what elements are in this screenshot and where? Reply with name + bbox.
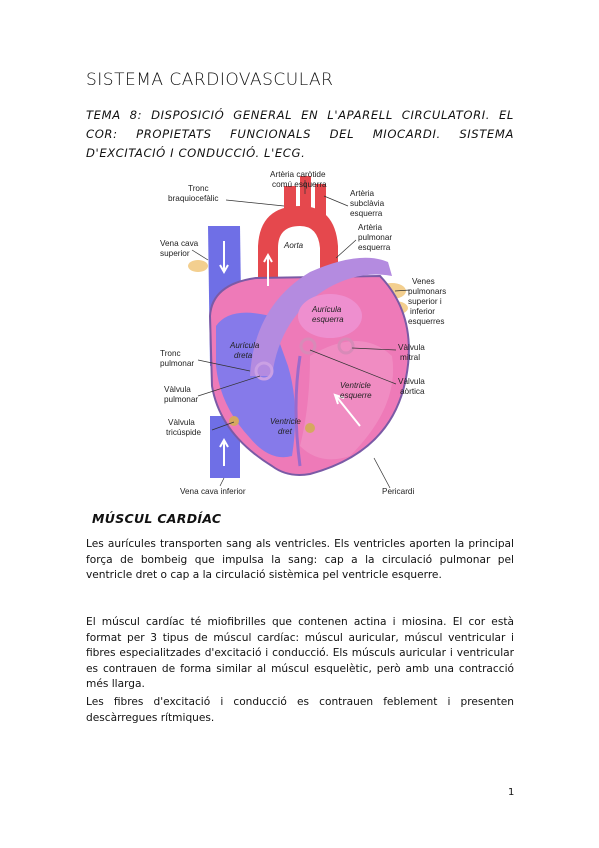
label-tronc-pulmonar-1: Tronc (160, 349, 181, 358)
paragraph-2: El múscul cardíac té miofibrilles que contenen actina i miosina. El cor està format per 3 tipus de múscul cardíac: múscul auricular, múscul ventricular i fibres especialitzades d'excitació i conducció. Els músculs auricular i ventricular es contrauen de forma similar al múscul esquelètic, però amb una contracció més llarga. (86, 616, 514, 691)
label-auricula-dreta-2: dreta (234, 351, 253, 360)
left-ventricle (300, 341, 393, 459)
label-venes-pulmonars-5: esquerres (408, 317, 445, 326)
label-valvula-pulmonar-2: pulmonar (164, 395, 199, 404)
label-tronc-pulmonar-2: pulmonar (160, 359, 195, 368)
section-heading: MÚSCUL CARDÍAC (92, 511, 222, 526)
label-venes-pulmonars-3: superior i (408, 297, 442, 306)
label-tronc-braquio-2: braquiocefàlic (168, 194, 219, 203)
label-aorta: Aorta (284, 241, 304, 250)
label-vena-cava-inferior: Vena cava inferior (180, 487, 246, 496)
label-valvula-mitral-2: mitral (400, 353, 421, 362)
page-number: 1 (508, 787, 515, 798)
label-ventricle-esquerre-1: Ventricle (340, 381, 371, 390)
label-arteria-pulmonar-2: pulmonar (358, 233, 393, 242)
label-valvula-aortica-1: Vàlvula (398, 377, 425, 386)
label-valvula-mitral-1: Vàlvula (398, 343, 425, 352)
label-venes-pulmonars-2: pulmonars (408, 287, 447, 296)
label-tronc-braquio-1: Tronc (188, 184, 209, 193)
paragraph-3: Les fibres d'excitació i conducció es contrauen feblement i presenten descàrregues rítmiques. (86, 696, 514, 724)
label-venes-pulmonars-1: Venes (412, 277, 435, 286)
heart-illustration (160, 166, 460, 501)
label-arteria-pulmonar-3: esquerra (358, 243, 391, 252)
label-ventricle-dret-2: dret (278, 427, 292, 436)
topic-heading: TEMA 8: DISPOSICIÓ GENERAL EN L'APARELL CIRCULATORI. EL COR: PROPIETATS FUNCIONALS DEL MIOCARDI. SISTEMA D'EXCITACIÓ I CONDUCCIÓ. L'ECG. (86, 108, 514, 160)
label-venes-pulmonars-4: inferior (410, 307, 436, 316)
label-auricula-esquerra-1: Aurícula (312, 305, 342, 314)
label-arteria-subclavia-3: esquerra (350, 209, 383, 218)
label-valvula-tricuspide-1: Vàlvula (168, 418, 195, 427)
label-valvula-pulmonar-1: Vàlvula (164, 385, 191, 394)
label-valvula-tricuspide-2: tricúspide (166, 428, 202, 437)
label-arteria-carotide-2: comú esquerra (272, 180, 327, 189)
brachiocephalic-trunk (284, 186, 296, 216)
label-vena-cava-superior-2: superior (160, 249, 190, 258)
page-title: SISTEMA CARDIOVASCULAR (86, 70, 334, 90)
tricuspid-marker-2 (305, 423, 315, 433)
label-arteria-pulmonar-1: Artèria (358, 223, 383, 232)
label-arteria-subclavia-1: Artèria (350, 189, 375, 198)
fat-pad-left (188, 260, 208, 272)
tricuspid-valve-marker (229, 416, 239, 426)
paragraph-1: Les aurícules transporten sang als ventricles. Els ventricles aporten la principal força de bombeig que impulsa la sang: cap a la circulació pulmonar pel ventricle dret o cap a la circulació sistèmica pel ventricle esquerre. (86, 538, 514, 582)
label-auricula-dreta-1: Aurícula (230, 341, 260, 350)
label-arteria-carotide-1: Artèria caròtide (270, 170, 326, 179)
label-ventricle-dret-1: Ventricle (270, 417, 301, 426)
label-valvula-aortica-2: aòrtica (400, 387, 425, 396)
label-pericardi: Pericardi (382, 487, 415, 496)
label-auricula-esquerra-2: esquerra (312, 315, 344, 324)
label-ventricle-esquerre-2: esquerre (340, 391, 372, 400)
heart-diagram (160, 166, 460, 501)
label-vena-cava-superior-1: Vena cava (160, 239, 199, 248)
label-arteria-subclavia-2: subclàvia (350, 199, 385, 208)
